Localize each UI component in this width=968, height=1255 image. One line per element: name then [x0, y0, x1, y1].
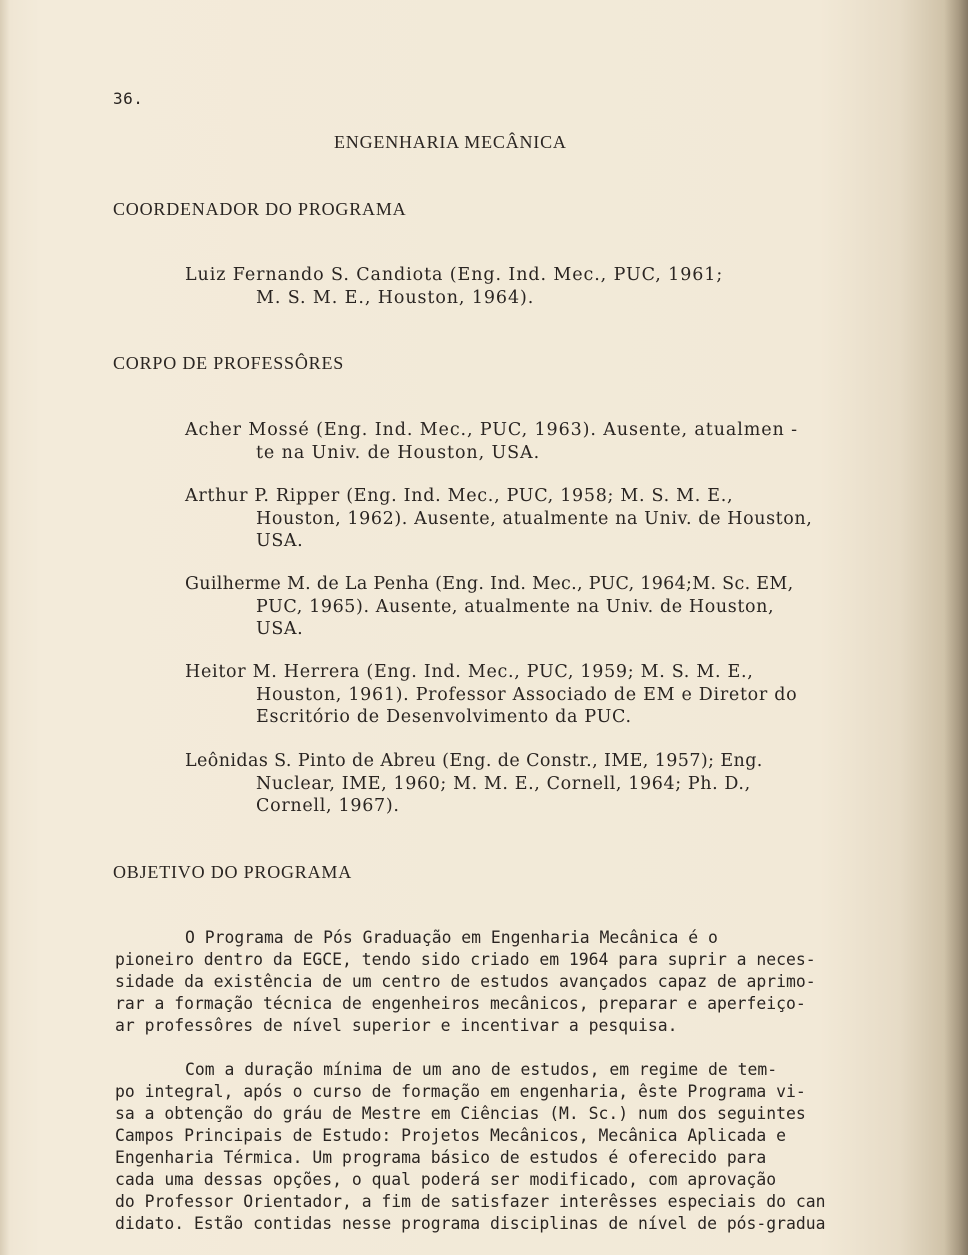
coordinator-heading: COORDENADOR DO PROGRAMA	[113, 199, 407, 219]
page-number: 36.	[113, 89, 144, 108]
paragraph-line: do Professor Orientador, a fim de satisfazer interêsses especiais do can	[115, 1192, 826, 1211]
objective-heading: OBJETIVO DO PROGRAMA	[113, 862, 353, 882]
paragraph-line: sa a obtenção do gráu de Mestre em Ciências (M. Sc.) num dos seguintes	[115, 1104, 806, 1123]
paragraph-line: rar a formação técnica de engenheiros mecânicos, preparar e aperfeiço-	[115, 994, 806, 1013]
faculty-entry-line: Houston, 1961). Professor Associado de EM e Diretor do	[256, 685, 798, 705]
paragraph-line: didato. Estão contidas nesse programa disciplinas de nível de pós-gradua	[115, 1214, 826, 1233]
faculty-entry-line: Cornell, 1967).	[256, 796, 400, 816]
paragraph-line: cada uma dessas opções, o qual poderá ser modificado, com aprovação	[115, 1170, 777, 1189]
paragraph-line: Engenharia Térmica. Um programa básico de estudos é oferecido para	[115, 1148, 767, 1167]
coordinator-line: M. S. M. E., Houston, 1964).	[256, 288, 535, 308]
faculty-entry-line: USA.	[256, 619, 304, 639]
faculty-entry-line: Acher Mossé (Eng. Ind. Mec., PUC, 1963). Ausente, atualmen -	[185, 420, 798, 440]
paragraph-line: Com a duração mínima de um ano de estudos, em regime de tem-	[185, 1060, 778, 1079]
paragraph-line: po integral, após o curso de formação em engenharia, êste Programa vi-	[115, 1082, 806, 1101]
faculty-entry-line: Escritório de Desenvolvimento da PUC.	[256, 707, 632, 727]
faculty-entry-line: te na Univ. de Houston, USA.	[256, 443, 541, 463]
faculty-entry-line: Houston, 1962). Ausente, atualmente na Univ. de Houston,	[256, 509, 813, 529]
page-spine-shadow	[944, 0, 968, 1255]
paragraph-line: ar professôres de nível superior e incentivar a pesquisa.	[115, 1016, 678, 1035]
paragraph-line: Campos Principais de Estudo: Projetos Mecânicos, Mecânica Aplicada e	[115, 1126, 787, 1145]
faculty-entry-line: USA.	[256, 531, 304, 551]
faculty-entry-line: Guilherme M. de La Penha (Eng. Ind. Mec., PUC, 1964;M. Sc. EM,	[185, 574, 794, 594]
page-title: ENGENHARIA MECÂNICA	[334, 132, 567, 152]
paragraph-line: pioneiro dentro da EGCE, tendo sido criado em 1964 para suprir a neces-	[115, 950, 816, 969]
faculty-heading: CORPO DE PROFESSÔRES	[113, 353, 345, 373]
faculty-entry-line: Arthur P. Ripper (Eng. Ind. Mec., PUC, 1958; M. S. M. E.,	[185, 486, 734, 506]
paragraph-line: O Programa de Pós Graduação em Engenharia Mecânica é o	[185, 928, 718, 947]
faculty-entry-line: PUC, 1965). Ausente, atualmente na Univ. de Houston,	[256, 597, 775, 617]
faculty-entry-line: Nuclear, IME, 1960; M. M. E., Cornell, 1964; Ph. D.,	[256, 774, 751, 794]
coordinator-line: Luiz Fernando S. Candiota (Eng. Ind. Mec., PUC, 1961;	[185, 265, 724, 285]
faculty-entry-line: Heitor M. Herrera (Eng. Ind. Mec., PUC, 1959; M. S. M. E.,	[185, 662, 754, 682]
faculty-entry-line: Leônidas S. Pinto de Abreu (Eng. de Constr., IME, 1957); Eng.	[185, 751, 763, 771]
paragraph-line: sidade da existência de um centro de estudos avançados capaz de aprimo-	[115, 972, 816, 991]
